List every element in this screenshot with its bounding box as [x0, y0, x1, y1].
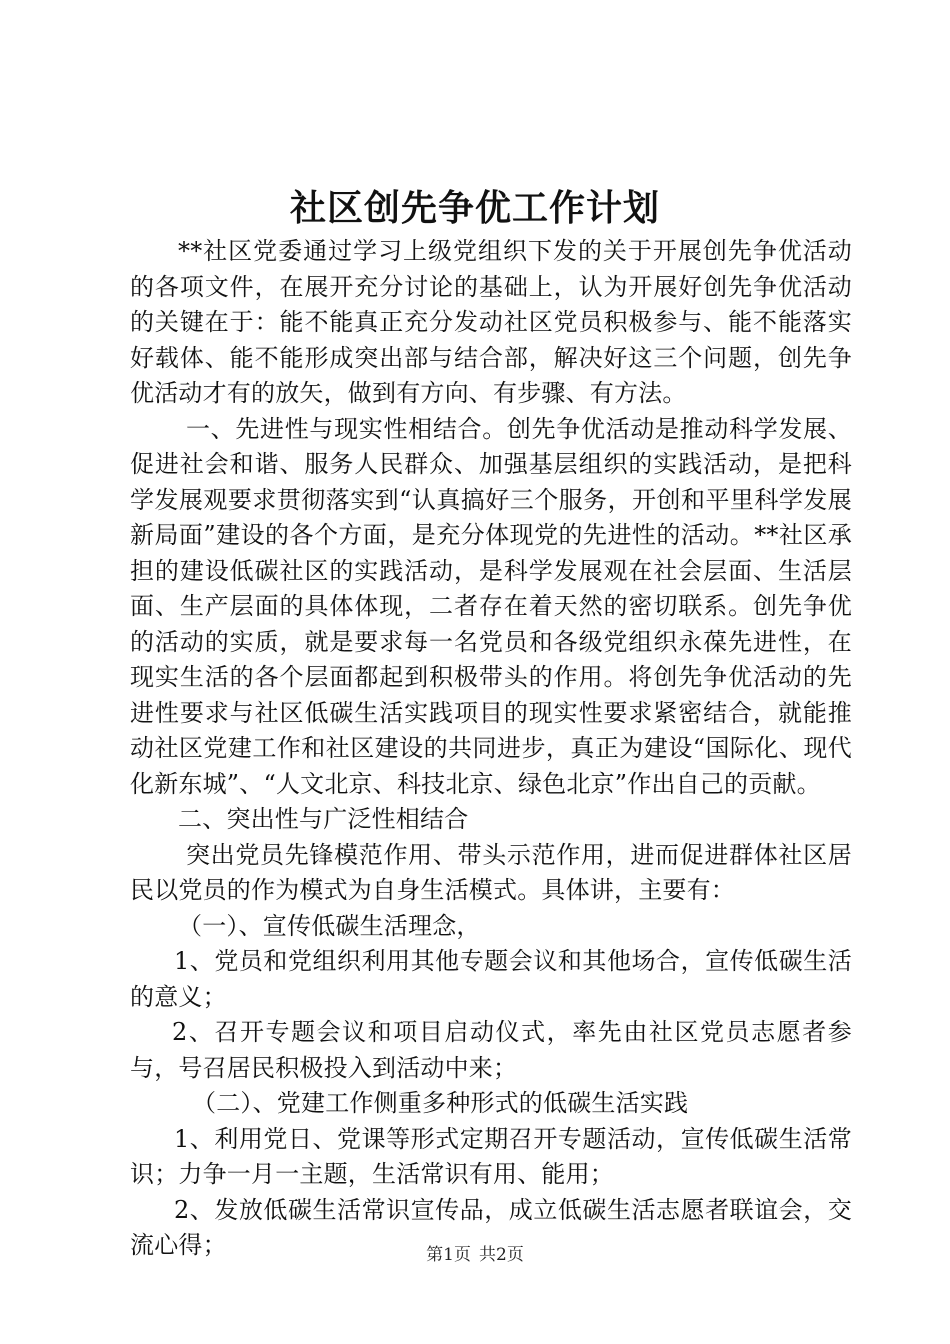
- heading-section-two: 二、突出性与广泛性相结合: [178, 805, 469, 833]
- paragraph-intro: **社区党委通过学习上级党组织下发的关于开展创先争优活动的各项文件，在展开充分讨论的基础上，认为开展好创先争优活动的关键在于：能不能真正充分发动社区党员积极参与、能不能落实好载体、能不能形成突出部与结合部，解决好这三个问题，创先争优活动才有的放矢，做到有方向、有步骤、有方法。: [130, 237, 852, 407]
- document-title: 社区创先争优工作计划: [289, 188, 660, 229]
- list-item-1-1: 1、党员和党组织利用其他专题会议和其他场合，宣传低碳生活的意义；: [130, 947, 852, 1011]
- list-item-2-1: 1、利用党日、党课等形式定期召开专题活动，宣传低碳生活常识；力争一月一主题，生活常识有用、能用；: [130, 1124, 852, 1188]
- subheading-two: （二）、党建工作侧重多种形式的低碳生活实践: [192, 1089, 689, 1117]
- page-footer: [0, 1243, 950, 1267]
- list-item-1-2: 2、召开专题会议和项目启动仪式，率先由社区党员志愿者参与，号召居民积极投入到活动中来；: [130, 1018, 852, 1082]
- paragraph-section-one: 一、先进性与现实性相结合。创先争优活动是推动科学发展、促进社会和谐、服务人民群众、加强基层组织的实践活动，是把科学发展观要求贯彻落实到“认真搞好三个服务，开创和平里科学发展新局面”建设的各个方面，是充分体现党的先进性的活动。**社区承担的建设低碳社区的实践活动，是科学发展观在社会层面、生活层面、生产层面的具体体现，二者存在着天然的密切联系。创先争优的活动的实质，就是要求每一名党员和各级党组织永葆先进性，在现实生活的各个层面都起到积极带头的作用。将创先争优活动的先进性要求与社区低碳生活实践项目的现实性要求紧密结合，就能推动社区党建工作和社区建设的共同进步，真正为建设“国际化、现代化新东城”、“人文北京、科技北京、绿色北京”作出自己的贡献。: [130, 414, 852, 798]
- paragraph-section-two: 突出党员先锋模范作用、带头示范作用，进而促进群体社区居民以党员的作为模式为自身生活模式。具体讲，主要有：: [130, 840, 852, 904]
- document-body: [130, 234, 852, 1264]
- subheading-one: （一）、宣传低碳生活理念，: [178, 911, 481, 940]
- list-item-2-2: 2、发放低碳生活常识宣传品，成立低碳生活志愿者联谊会，交流心得；: [130, 1195, 852, 1259]
- page-total: 共2页: [479, 1245, 524, 1265]
- page-number: 第1页: [426, 1245, 471, 1265]
